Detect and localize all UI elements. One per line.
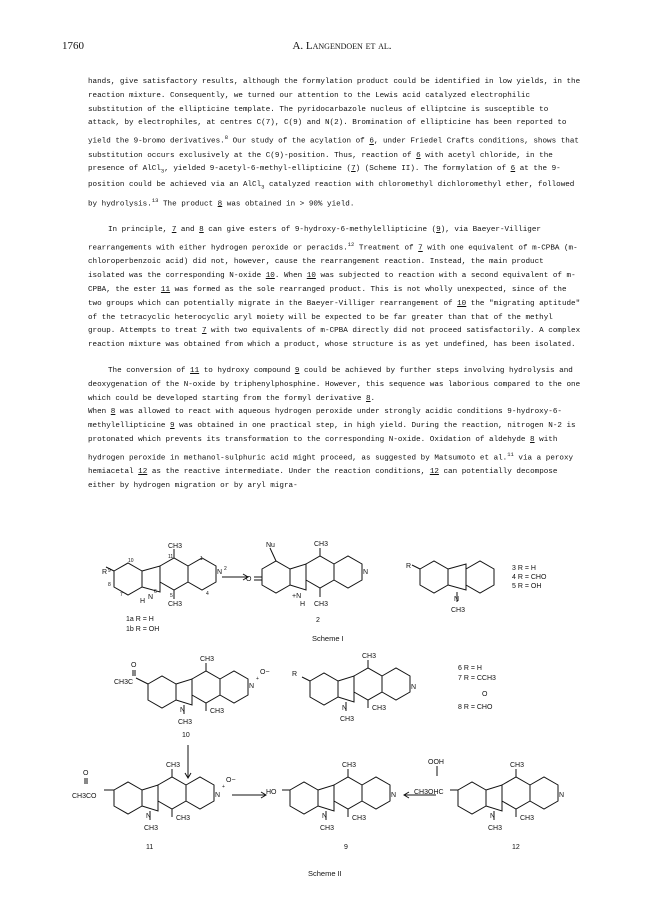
svg-text:CH3: CH3	[362, 653, 377, 660]
label-7: 7 R = CCH3	[458, 675, 496, 682]
svg-text:R: R	[292, 671, 298, 678]
svg-text:CH3: CH3	[451, 607, 466, 614]
scheme-1-labels	[102, 541, 547, 643]
svg-text:N: N	[215, 792, 221, 799]
label-8: 8 R = CHO	[458, 704, 493, 711]
svg-text:O: O	[131, 662, 137, 669]
svg-text:CH3: CH3	[352, 815, 367, 822]
svg-text:CH3: CH3	[340, 716, 355, 723]
svg-text:N: N	[342, 705, 348, 712]
svg-text:CH3: CH3	[168, 601, 183, 608]
svg-text:9: 9	[108, 568, 111, 574]
svg-text:CH3: CH3	[320, 825, 335, 832]
svg-text:O: O	[246, 576, 252, 583]
svg-text:10: 10	[128, 558, 134, 564]
svg-text:N: N	[391, 792, 397, 799]
svg-text:N: N	[363, 569, 369, 576]
ring-c-3	[466, 561, 494, 593]
svg-text:N: N	[148, 594, 154, 601]
svg-text:CH3: CH3	[510, 762, 525, 769]
ring-d-2	[334, 556, 362, 588]
ring-a-3	[420, 561, 448, 593]
svg-text:CH3: CH3	[488, 825, 503, 832]
ring-d-1	[188, 558, 216, 590]
svg-text:N: N	[180, 707, 186, 714]
svg-text:CH3: CH3	[520, 815, 535, 822]
svg-text:1: 1	[200, 556, 203, 562]
svg-text:CH3C: CH3C	[114, 679, 134, 686]
label-11: 11	[146, 844, 154, 851]
scheme-2-structures	[85, 660, 558, 820]
svg-text:CH3: CH3	[342, 762, 357, 769]
svg-text:H: H	[300, 601, 306, 608]
svg-text:CH3: CH3	[176, 815, 191, 822]
label-4: 4 R = CHO	[512, 574, 547, 581]
svg-text:O: O	[83, 770, 89, 777]
svg-text:7: 7	[120, 592, 123, 598]
label-5: 5 R = OH	[512, 583, 542, 590]
label-10: 10	[182, 732, 190, 739]
page-number: 1760	[62, 40, 84, 52]
svg-text:CH3: CH3	[210, 708, 225, 715]
svg-text:O−: O−	[260, 669, 270, 676]
svg-text:CH3: CH3	[372, 705, 387, 712]
paragraph-4: When 8 was allowed to react with aqueous hydrogen peroxide under strongly acidic conditions 9-hydroxy-6-methylellipticine 9 was obtained in one practical step, in high yield. During the reaction, nitrogen N-2 is protonated which prevents its transformation to the corresponding N-oxide. Oxidation of aldehyde 8 with hydrogen peroxide in methanol-sulphuric acid might proceed, as suggested by Matsumoto et al.$^{11}$ via a peroxy hemiacetal 12 as the reactive intermediate. Under the reaction conditions, 12 can potentially decompose either by hydrogen migration or by aryl migra-	[88, 408, 576, 490]
svg-text:R: R	[102, 569, 108, 576]
svg-text:+: +	[222, 784, 225, 790]
svg-text:CH3: CH3	[144, 825, 159, 832]
svg-text:CH3: CH3	[168, 543, 183, 550]
svg-text:CH3: CH3	[314, 541, 329, 548]
svg-text:CH3: CH3	[314, 601, 329, 608]
scheme-1-caption: Scheme I	[312, 634, 344, 643]
svg-text:CH3: CH3	[178, 719, 193, 726]
svg-text:N: N	[411, 684, 417, 691]
svg-text:H: H	[140, 598, 146, 605]
ring-c-1	[160, 558, 188, 590]
scheme-2-labels	[72, 653, 564, 878]
svg-text:R: R	[406, 563, 412, 570]
svg-text:11: 11	[168, 554, 174, 560]
svg-text:N: N	[322, 813, 328, 820]
svg-text:O−: O−	[226, 777, 236, 784]
ring-b-2	[290, 564, 306, 590]
svg-text:HO: HO	[266, 789, 277, 796]
ring-b-1	[142, 566, 160, 592]
ring-a-1	[114, 563, 142, 595]
label-1a: 1a R = H	[126, 616, 154, 623]
ring-b-3	[448, 564, 466, 590]
svg-text:2: 2	[224, 566, 227, 572]
svg-text:N: N	[490, 813, 496, 820]
label-9: 9	[344, 844, 348, 851]
svg-text:+: +	[256, 676, 259, 682]
svg-text:6: 6	[154, 589, 157, 595]
svg-text:O: O	[482, 691, 488, 698]
svg-text:4: 4	[206, 591, 209, 597]
svg-text:+N: +N	[292, 593, 302, 600]
paragraph-2: In principle, 7 and 8 can give esters of 9-hydroxy-6-methylellipticine (9), via Baeyer-Villiger rearrangements with either hydrogen peroxide or peracids.$^{12}$ Treatment of 7 with one equivalent of m-CPBA (m-chloroperbenzoic acid) did not, however, cause the rearrangement reaction. Instead, the main product isolated was the corresponding N-oxide 10. When 10 was subjected to reaction with a second equivalent of m-CPBA, the ester 11 was formed as the sole rearranged product. This is not wholly unexpected, since of the two groups which can potentially migrate in the Baeyer-Villiger rearrangement of 10 the "migrating aptitude" of the tetracyclic heterocyclic aryl moiety will be expected to be far greater than that of the methyl group. Attempts to treat 7 with two equivalents of m-CPBA directly did not proceed satisfactorily. A complex reaction mixture was obtained from which a product, whose structure is as yet undefined, has been isolated.	[88, 226, 581, 350]
scheme-2-caption: Scheme II	[308, 869, 342, 878]
svg-text:N: N	[146, 813, 152, 820]
ring-c-2	[306, 556, 334, 588]
svg-text:Nu: Nu	[266, 542, 275, 549]
paragraph-1: hands, give satisfactory results, although the formylation product could be identified in low yields, in the reaction mixture. Consequently, we turned our attention to the Lewis acid catalyzed electrophilic substitution of the ellipticine template. The pyridocarbazole nucleus of elliptcine is susceptible to attack, by electrophiles, at centres C(7), C(9) and N(2). Bromination of ellipticine has been reported to yield the 9-bromo derivatives.$^8$ Our study of the acylation of 6, under Friedel Crafts conditions, shows that substitution occurs exclusively at the C(9)-position. Thus, reaction of 6 with acetyl chloride, in the presence of AlCl$_3$, yielded 9-acetyl-6-methyl-ellipticine (7) (Scheme II). The formylation of 6 at the 9-position could be achieved via an AlCl$_3$ catalyzed reaction with chloromethyl dichloromethyl ether, followed by hydrolysis.$^{13}$ The product 8 was obtained in > 90% yield.	[88, 78, 581, 209]
label-2: 2	[316, 617, 320, 624]
svg-text:CH3OHC: CH3OHC	[414, 789, 444, 796]
label-12: 12	[512, 844, 520, 851]
svg-text:N: N	[249, 683, 255, 690]
svg-text:OOH: OOH	[428, 759, 444, 766]
ring-a-2	[262, 561, 290, 593]
paragraph-3: The conversion of 11 to hydroxy compound 9 could be achieved by further steps involving hydrolysis and deoxygenation of the N-oxide by triphenylphosphine. However, this sequence was laborious compared to the one which could be developed starting from the formyl derivative 8.	[88, 366, 581, 403]
running-head: A. Langendoen et al.	[292, 40, 392, 52]
label-1b: 1b R = OH	[126, 626, 160, 633]
label-6: 6 R = H	[458, 665, 482, 672]
svg-text:5: 5	[170, 593, 173, 599]
svg-text:8: 8	[108, 582, 111, 588]
svg-text:CH3CO: CH3CO	[72, 793, 97, 800]
svg-text:N: N	[559, 792, 565, 799]
svg-text:N: N	[217, 569, 223, 576]
svg-text:N: N	[454, 596, 460, 603]
svg-text:CH3: CH3	[200, 656, 215, 663]
label-3: 3 R = H	[512, 565, 536, 572]
svg-text:CH3: CH3	[166, 762, 181, 769]
